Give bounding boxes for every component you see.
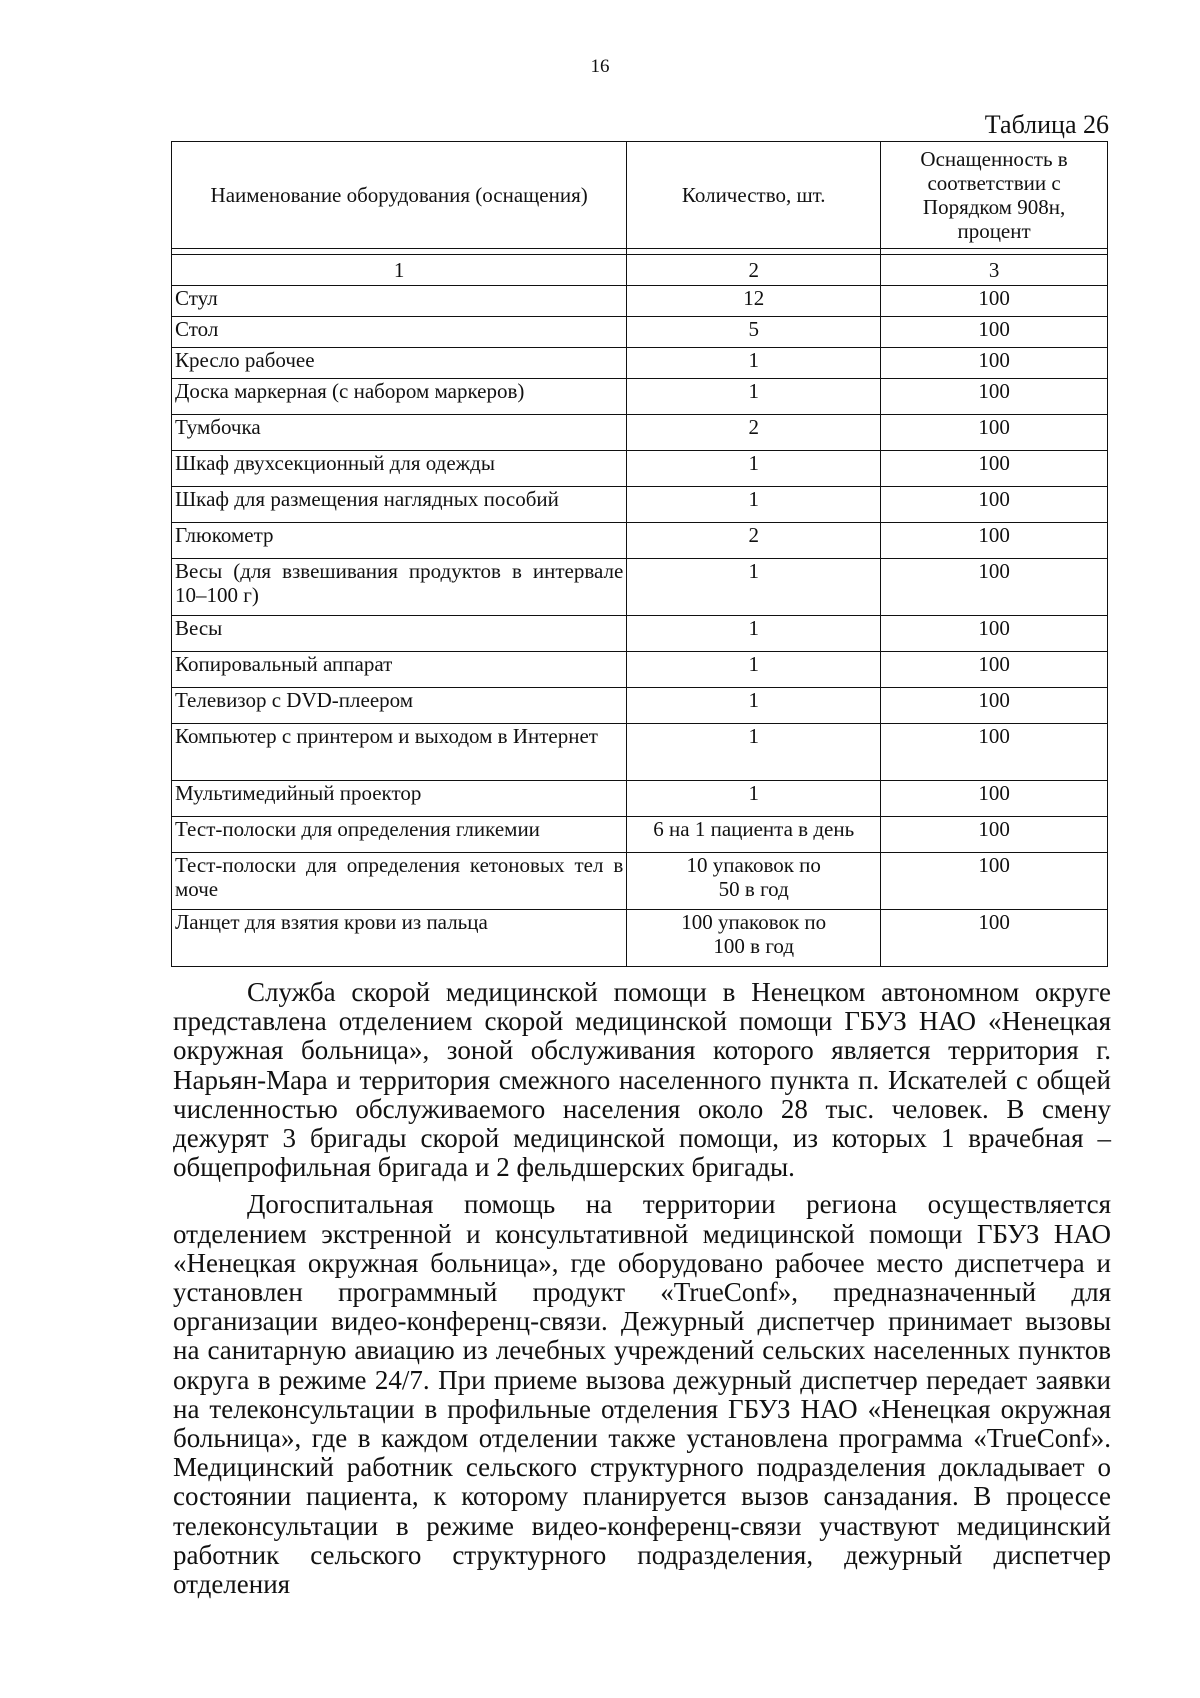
equipment-percent: 100 — [881, 451, 1108, 487]
equipment-quantity: 2 — [627, 415, 881, 451]
equipment-name: Телевизор с DVD-плеером — [172, 688, 627, 724]
equipment-percent: 100 — [881, 724, 1108, 781]
equipment-percent: 100 — [881, 781, 1108, 817]
table-row — [172, 379, 1108, 415]
equipment-quantity: 1 — [627, 379, 881, 415]
equipment-name: Компьютер с принтером и выходом в Интернет — [172, 724, 627, 781]
table-row — [172, 415, 1108, 451]
page-number: 16 — [590, 56, 610, 77]
equipment-percent: 100 — [881, 348, 1108, 379]
paragraph-prehospital-care: Догоспитальная помощь на территории региона осуществляется отделением экстренной и консультативной медицинской помощи ГБУЗ НАО «Ненецкая окружная больница», где оборудовано рабочее место диспетчера и установлен программный продукт «TrueConf», предназначенный для организации видео-конференц-связи. Дежурный диспетчер принимает вызовы на санитарную авиацию из лечебных учреждений сельских населенных пунктов округа в режиме 24/7. При приеме вызова дежурный диспетчер передает заявки на телеконсультации в профильные отделения ГБУЗ НАО «Ненецкая окружная больница», где в каждом отделении также установлена программа «TrueConf». Медицинский работник сельского структурного подразделения докладывает о состоянии пациента, к которому планируется вызов санзадания. В процессе телеконсультации в режиме видео-конференц-связи участвуют медицинский работник сельского структурного подразделения, дежурный диспетчер отделения — [173, 1189, 1111, 1600]
equipment-percent: 100 — [881, 688, 1108, 724]
equipment-name: Стол — [172, 317, 627, 348]
equipment-quantity: 1 — [627, 781, 881, 817]
table-header-row — [172, 142, 1108, 249]
table-row — [172, 317, 1108, 348]
equipment-quantity: 1 — [627, 652, 881, 688]
equipment-quantity: 1 — [627, 348, 881, 379]
table-row — [172, 781, 1108, 817]
equipment-quantity: 1 — [627, 724, 881, 781]
equipment-quantity: 1 — [627, 487, 881, 523]
equipment-table — [171, 141, 1108, 967]
table-row — [172, 616, 1108, 652]
table-row — [172, 688, 1108, 724]
column-number-row — [172, 255, 1108, 286]
equipment-quantity: 1 — [627, 688, 881, 724]
table-row — [172, 348, 1108, 379]
equipment-percent: 100 — [881, 559, 1108, 616]
equipment-percent: 100 — [881, 523, 1108, 559]
header-quantity: Количество, шт. — [627, 142, 881, 249]
equipment-percent: 100 — [881, 487, 1108, 523]
table-row — [172, 853, 1108, 910]
equipment-quantity: 6 на 1 пациента в день — [627, 817, 881, 853]
equipment-quantity: 12 — [627, 286, 881, 317]
equipment-name: Весы (для взвешивания продуктов в интервале 10–100 г) — [172, 559, 627, 616]
table-row — [172, 487, 1108, 523]
equipment-name: Стул — [172, 286, 627, 317]
column-number: 2 — [627, 255, 881, 286]
equipment-percent: 100 — [881, 616, 1108, 652]
equipment-quantity: 1 — [627, 616, 881, 652]
equipment-name: Кресло рабочее — [172, 348, 627, 379]
table-caption: Таблица 26 — [984, 110, 1109, 139]
table-row — [172, 910, 1108, 967]
equipment-percent: 100 — [881, 853, 1108, 910]
equipment-percent: 100 — [881, 910, 1108, 967]
header-equipment-name: Наименование оборудования (оснащения) — [172, 142, 627, 249]
equipment-quantity: 1 — [627, 559, 881, 616]
equipment-quantity: 2 — [627, 523, 881, 559]
equipment-percent: 100 — [881, 286, 1108, 317]
header-percent: Оснащенность в соответствии с Порядком 908н, процент — [881, 142, 1108, 249]
equipment-percent: 100 — [881, 379, 1108, 415]
equipment-name: Тест-полоски для определения кетоновых тел в моче — [172, 853, 627, 910]
equipment-name: Шкаф двухсекционный для одежды — [172, 451, 627, 487]
table-row — [172, 451, 1108, 487]
equipment-quantity: 100 упаковок по 100 в год — [627, 910, 881, 967]
equipment-name: Шкаф для размещения наглядных пособий — [172, 487, 627, 523]
equipment-name: Копировальный аппарат — [172, 652, 627, 688]
equipment-percent: 100 — [881, 652, 1108, 688]
column-number: 3 — [881, 255, 1108, 286]
equipment-quantity: 5 — [627, 317, 881, 348]
table-row — [172, 286, 1108, 317]
table-row — [172, 817, 1108, 853]
equipment-percent: 100 — [881, 817, 1108, 853]
equipment-quantity: 1 — [627, 451, 881, 487]
equipment-name: Глюкометр — [172, 523, 627, 559]
equipment-name: Мультимедийный проектор — [172, 781, 627, 817]
equipment-name: Весы — [172, 616, 627, 652]
equipment-quantity: 10 упаковок по 50 в год — [627, 853, 881, 910]
table-row — [172, 652, 1108, 688]
column-number: 1 — [172, 255, 627, 286]
table-row — [172, 559, 1108, 616]
equipment-name: Доска маркерная (с набором маркеров) — [172, 379, 627, 415]
table-row — [172, 523, 1108, 559]
table-row — [172, 724, 1108, 781]
equipment-percent: 100 — [881, 415, 1108, 451]
paragraph-ambulance-service: Служба скорой медицинской помощи в Ненецком автономном округе представлена отделением скорой медицинской помощи ГБУЗ НАО «Ненецкая окружная больница», зоной обслуживания которого является территория г. Нарьян-Мара и территория смежного населенного пункта п. Искателей с общей численностью обслуживаемого населения около 28 тыс. человек. В смену дежурят 3 бригады скорой медицинской помощи, из которых 1 врачебная – общепрофильная бригада и 2 фельдшерских бригады. — [173, 977, 1111, 1183]
equipment-name: Тумбочка — [172, 415, 627, 451]
equipment-name: Тест-полоски для определения гликемии — [172, 817, 627, 853]
body-text — [173, 978, 1111, 1599]
equipment-name: Ланцет для взятия крови из пальца — [172, 910, 627, 967]
equipment-percent: 100 — [881, 317, 1108, 348]
